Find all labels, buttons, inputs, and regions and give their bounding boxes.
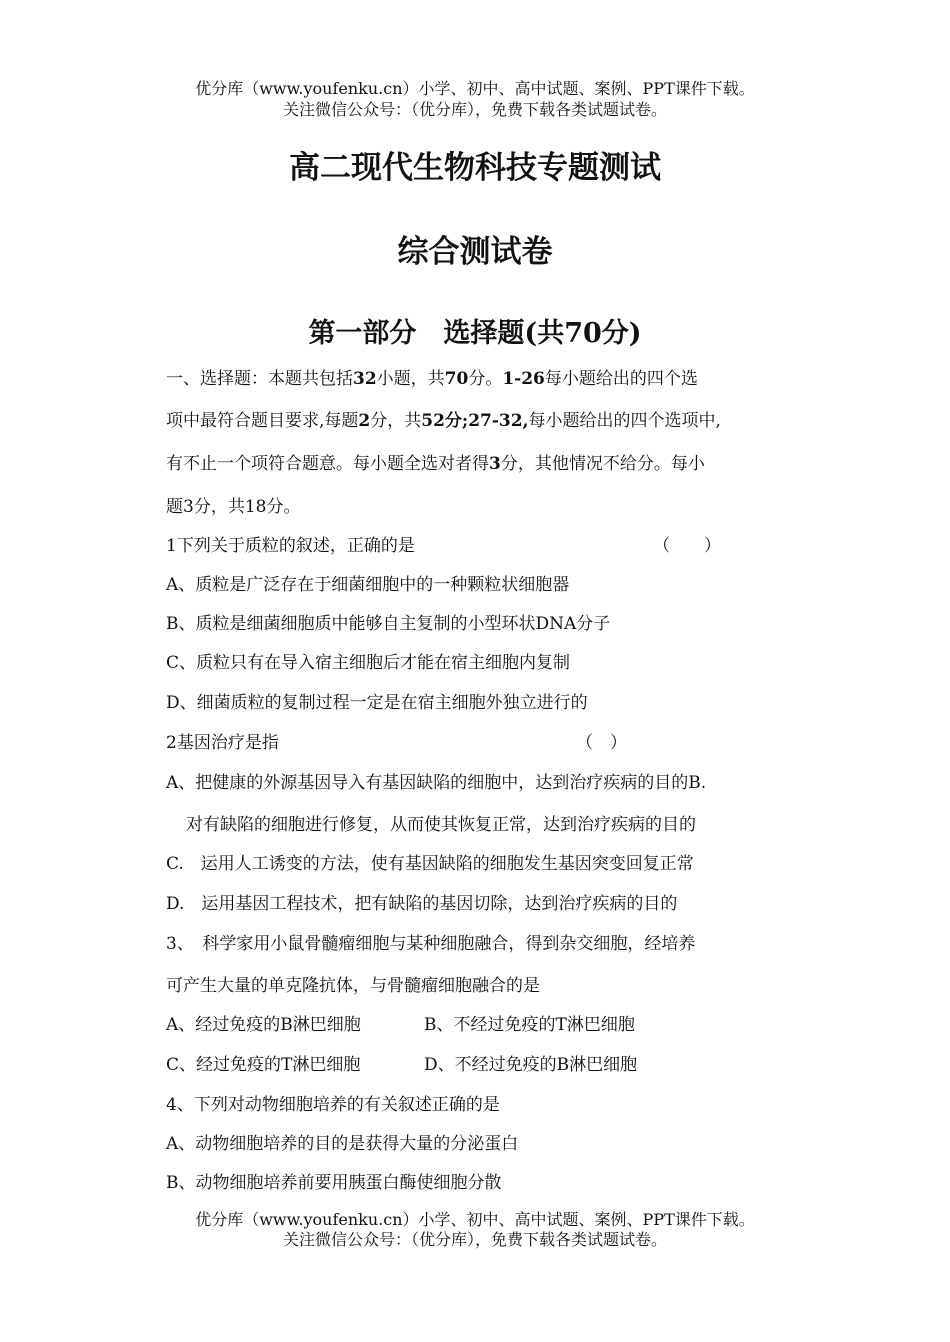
instr-num: 1-26 [502,369,545,389]
header-line-2: 关注微信公众号：（优分库），免费下载各类试题试卷。 [282,100,667,119]
question-1-option-b: B、质粒是细菌细胞质中能够自主复制的小型环状DNA分子 [166,614,611,634]
instr-text: 每小题给出的四个选 [544,369,698,389]
instructions-line-3 [166,453,705,475]
instr-text: 分，其他情况不给分。每小 [500,454,705,474]
question-2-option-d: D. 运用基因工程技术，把有缺陷的基因切除，达到治疗疾病的目的 [166,894,678,914]
question-3-stem-line-1: 3、 科学家用小鼠骨髓瘤细胞与某种细胞融合，得到杂交细胞，经培养 [166,934,696,954]
question-4-stem: 4、下列对动物细胞培养的有关叙述正确的是 [166,1095,500,1115]
question-3-option-c: C、经过免疫的T淋巴细胞 [166,1055,361,1075]
section-title: 第一部分 选择题(共70分) [308,318,642,349]
footer-line-2: 关注微信公众号：（优分库），免费下载各类试题试卷。 [282,1230,667,1249]
header-line-1: 优分库（www.youfenku.cn）小学、初中、高中试题、案例、PPT课件下载。 [195,79,755,98]
question-4-option-b: B、动物细胞培养前要用胰蛋白酶使细胞分散 [166,1173,502,1193]
question-3-option-d: D、不经过免疫的B淋巴细胞 [424,1055,638,1075]
instr-text: 分，共 [370,411,422,431]
question-1-option-c: C、质粒只有在导入宿主细胞后才能在宿主细胞内复制 [166,653,571,673]
instr-num: 52 [421,411,445,431]
instr-num: 32 [353,369,377,389]
question-1-stem: 1下列关于质粒的叙述，正确的是 [166,536,415,556]
instr-num: 2 [358,411,371,431]
instructions-line-2 [166,410,721,432]
question-2-stem: 2基因治疗是指 [166,733,279,753]
instr-num: 3 [489,454,501,474]
page-title: 高二现代生物科技专题测试 [289,150,661,186]
question-2-option-b: 对有缺陷的细胞进行修复，从而使其恢复正常，达到治疗疾病的目的 [186,815,696,835]
question-4-option-a: A、动物细胞培养的目的是获得大量的分泌蛋白 [166,1134,519,1154]
question-2-option-c: C. 运用人工诱变的方法，使有基因缺陷的细胞发生基因突变回复正常 [166,854,694,874]
page-subtitle: 综合测试卷 [397,234,553,270]
instr-text: 项中最符合题目要求,每题 [166,411,359,431]
instr-num: 分;27-32, [444,411,529,431]
instr-num: 70 [444,369,469,389]
question-1-option-a: A、质粒是广泛存在于细菌细胞中的一种颗粒状细胞器 [166,575,570,595]
instructions-line-1 [166,368,698,390]
instr-text: 一、选择题：本题共包括 [166,369,353,389]
question-1-option-d: D、细菌质粒的复制过程一定是在宿主细胞外独立进行的 [166,693,588,713]
instr-text: 有不止一个项符合题意。每小题全选对者得 [166,454,489,474]
instr-text: 每小题给出的四个选项中, [528,411,721,431]
question-3-option-b: B、不经过免疫的T淋巴细胞 [424,1015,635,1035]
question-1-answer-blank: （ ） [653,536,721,556]
question-2-option-a: A、把健康的外源基因导入有基因缺陷的细胞中，达到治疗疾病的目的B. [166,773,707,793]
question-3-option-a: A、经过免疫的B淋巴细胞 [166,1015,361,1035]
question-3-stem-line-2: 可产生大量的单克隆抗体，与骨髓瘤细胞融合的是 [166,976,540,996]
instr-text: 分。 [468,369,503,389]
instructions-line-4: 题3分，共18分。 [166,497,301,517]
instr-text: 小题，共 [376,369,445,389]
footer-line-1: 优分库（www.youfenku.cn）小学、初中、高中试题、案例、PPT课件下载。 [195,1210,755,1229]
question-2-answer-blank: （ ） [576,733,627,753]
